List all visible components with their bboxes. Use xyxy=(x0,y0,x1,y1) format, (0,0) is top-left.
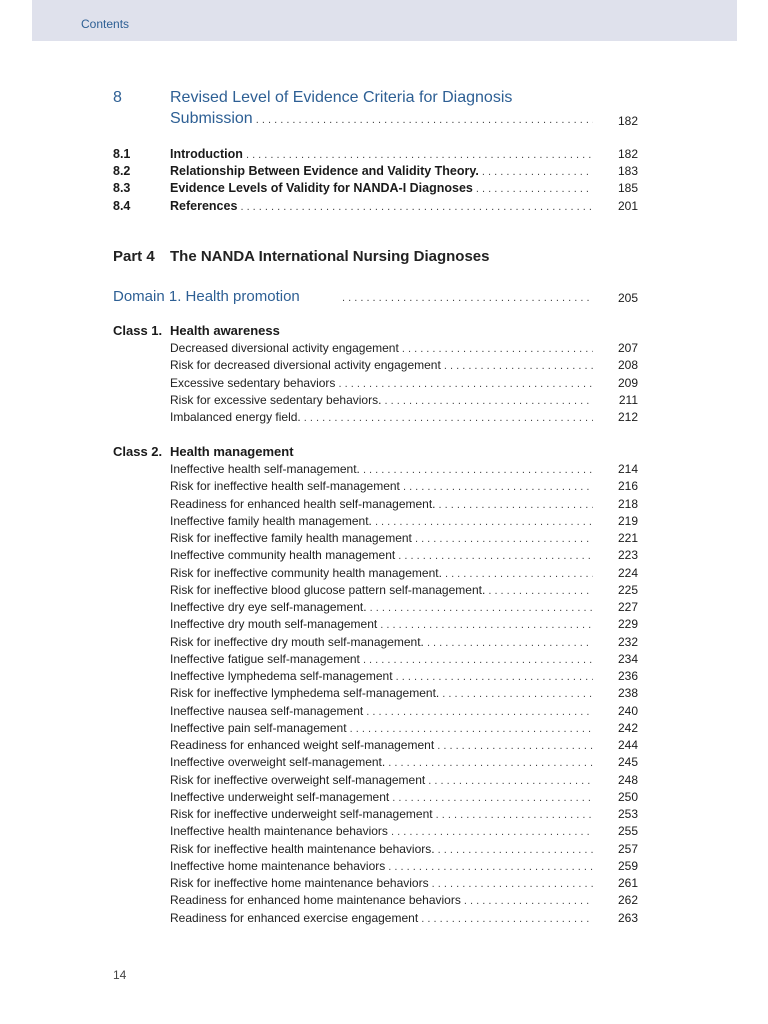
toc-entry[interactable] xyxy=(0,393,768,411)
toc-entry[interactable] xyxy=(0,790,768,808)
entry-page: 216 xyxy=(617,479,638,494)
toc-entry[interactable] xyxy=(0,341,768,359)
entry-page: 224 xyxy=(617,565,638,580)
section-page: 182 xyxy=(617,147,638,161)
section-entry[interactable] xyxy=(0,181,768,199)
entry-title: Risk for ineffective lymphedema self-management. . . . xyxy=(170,686,593,700)
toc-entry[interactable] xyxy=(0,773,768,791)
section-number: 8.1 xyxy=(113,147,131,161)
entry-title: Ineffective overweight self-management. . . . xyxy=(170,755,593,769)
entry-title: Risk for ineffective health maintenance behaviors. . . . xyxy=(170,842,593,856)
entry-title: Ineffective fatigue self-management . . . xyxy=(170,652,593,666)
entry-title: Risk for ineffective overweight self-management . . . xyxy=(170,773,593,787)
part-label: Part 4 xyxy=(113,248,155,265)
entry-page: 255 xyxy=(617,824,638,839)
class-heading xyxy=(0,323,768,341)
toc-entry[interactable] xyxy=(0,755,768,773)
entry-page: 234 xyxy=(617,651,638,666)
entry-page: 208 xyxy=(617,358,638,373)
toc-entry[interactable] xyxy=(0,531,768,549)
toc-entry[interactable] xyxy=(0,566,768,584)
entry-page: 223 xyxy=(617,548,638,563)
class-heading xyxy=(0,444,768,462)
toc-entry[interactable] xyxy=(0,721,768,739)
section-title: Relationship Between Evidence and Validity Theory. . . . xyxy=(170,164,593,178)
entry-title: Risk for ineffective community health management. . . . xyxy=(170,566,593,580)
toc-entry[interactable] xyxy=(0,686,768,704)
toc-entry[interactable] xyxy=(0,548,768,566)
entry-title: Decreased diversional activity engagement . . . xyxy=(170,341,593,355)
entry-page: 262 xyxy=(617,893,638,908)
entry-page: 240 xyxy=(617,703,638,718)
page-number: 14 xyxy=(113,968,127,982)
entry-title: Risk for excessive sedentary behaviors. . . . xyxy=(170,393,593,407)
entry-title: Ineffective home maintenance behaviors . . . xyxy=(170,859,593,873)
toc-entry[interactable] xyxy=(0,807,768,825)
toc-entry[interactable] xyxy=(0,376,768,394)
entry-page: 238 xyxy=(617,686,638,701)
entry-title: Imbalanced energy field. . . . xyxy=(170,410,593,424)
toc-entry[interactable] xyxy=(0,583,768,601)
entry-title: Ineffective health maintenance behaviors . . . xyxy=(170,824,593,838)
toc-entry[interactable] xyxy=(0,652,768,670)
section-page: 185 xyxy=(617,181,638,195)
toc-entry[interactable] xyxy=(0,824,768,842)
entry-page: 248 xyxy=(617,772,638,787)
entry-page: 253 xyxy=(617,807,638,821)
entry-page: 245 xyxy=(617,755,638,770)
class-title: Health awareness xyxy=(170,323,280,338)
entry-page: 212 xyxy=(617,410,638,425)
toc-entry[interactable] xyxy=(0,497,768,515)
entry-title: Ineffective family health management. . . . xyxy=(170,514,593,528)
class-title: Health management xyxy=(170,444,294,459)
domain-title: Domain 1. Health promotion xyxy=(113,288,300,305)
entry-page: 219 xyxy=(617,513,638,528)
entry-page: 221 xyxy=(617,531,638,545)
domain-entry[interactable] xyxy=(0,288,768,306)
entry-title: Risk for decreased diversional activity engagement . . . xyxy=(170,358,593,372)
entry-title: Readiness for enhanced home maintenance behaviors . . . xyxy=(170,893,593,907)
entry-title: Excessive sedentary behaviors . . . xyxy=(170,376,593,390)
toc-entry[interactable] xyxy=(0,911,768,929)
toc-entry[interactable] xyxy=(0,462,768,480)
toc-entry[interactable] xyxy=(0,617,768,635)
toc-entry[interactable] xyxy=(0,358,768,376)
toc-entry[interactable] xyxy=(0,669,768,687)
entry-page: 236 xyxy=(617,669,638,683)
toc-entry[interactable] xyxy=(0,600,768,618)
part-title: The NANDA International Nursing Diagnoses xyxy=(170,248,490,265)
class-label: Class 1. xyxy=(113,323,163,338)
part-heading xyxy=(0,248,768,266)
section-title: References . . . xyxy=(170,199,593,213)
entry-page: 209 xyxy=(617,375,638,390)
chapter-entry-continued[interactable] xyxy=(0,110,768,128)
entry-page: 232 xyxy=(617,634,638,649)
section-entry[interactable] xyxy=(0,199,768,217)
entry-title: Ineffective nausea self-management . . . xyxy=(170,704,593,718)
entry-title: Ineffective dry eye self-management. . . . xyxy=(170,600,593,614)
domain-leader xyxy=(342,288,593,305)
toc-entry[interactable] xyxy=(0,876,768,894)
entry-page: 259 xyxy=(617,858,638,873)
entry-title: Risk for ineffective underweight self-management . . . xyxy=(170,807,593,821)
entry-title: Ineffective community health management . . . xyxy=(170,548,593,562)
entry-page: 242 xyxy=(617,720,638,735)
entry-page: 244 xyxy=(617,738,638,752)
entry-page: 229 xyxy=(617,617,638,632)
domain-page: 205 xyxy=(617,291,638,305)
toc-entry[interactable] xyxy=(0,842,768,860)
toc-entry[interactable] xyxy=(0,635,768,653)
section-title: Introduction . . . xyxy=(170,147,593,161)
entry-title: Risk for ineffective home maintenance behaviors . . . xyxy=(170,876,593,890)
entry-title: Readiness for enhanced weight self-management . . . xyxy=(170,738,593,752)
entry-title: Risk for ineffective family health management . . . xyxy=(170,531,593,545)
section-page: 183 xyxy=(617,164,638,178)
section-entry[interactable] xyxy=(0,147,768,165)
entry-page: 261 xyxy=(617,876,638,890)
entry-page: 263 xyxy=(617,910,638,925)
toc-entry[interactable] xyxy=(0,704,768,722)
entry-title: Readiness for enhanced health self-management. . . . xyxy=(170,497,593,511)
entry-title: Ineffective underweight self-management . . . xyxy=(170,790,593,804)
toc-entry[interactable] xyxy=(0,893,768,911)
chapter-title-line2: Submission . . . xyxy=(170,110,593,128)
section-title: Evidence Levels of Validity for NANDA-I Diagnoses . . . xyxy=(170,181,593,195)
section-number: 8.4 xyxy=(113,199,131,213)
entry-title: Ineffective dry mouth self-management . . . xyxy=(170,617,593,631)
entry-title: Ineffective lymphedema self-management . . . xyxy=(170,669,593,683)
toc-entry[interactable] xyxy=(0,859,768,877)
entry-page: 250 xyxy=(617,789,638,804)
entry-title: Ineffective pain self-management . . . xyxy=(170,721,593,735)
toc-entry[interactable] xyxy=(0,514,768,532)
entry-page: 218 xyxy=(617,496,638,511)
running-header-label: Contents xyxy=(81,17,130,31)
entry-page: 225 xyxy=(617,582,638,597)
entry-page: 257 xyxy=(617,841,638,856)
entry-page: 207 xyxy=(617,341,638,355)
section-number: 8.2 xyxy=(113,164,131,178)
entry-title: Ineffective health self-management. . . . xyxy=(170,462,593,476)
chapter-page: 182 xyxy=(617,114,638,128)
entry-title: Risk for ineffective dry mouth self-management. . . . xyxy=(170,635,593,649)
entry-page: 227 xyxy=(617,600,638,614)
running-header xyxy=(32,0,737,41)
entry-title: Risk for ineffective blood glucose pattern self-management. . . . xyxy=(170,583,593,597)
entry-page: 211 xyxy=(618,392,638,407)
toc-entry[interactable] xyxy=(0,410,768,428)
toc-entry[interactable] xyxy=(0,738,768,756)
entry-title: Risk for ineffective health self-management . . . xyxy=(170,479,593,493)
entry-page: 214 xyxy=(617,462,638,476)
section-page: 201 xyxy=(617,199,638,213)
chapter-entry[interactable] xyxy=(0,89,768,107)
section-entry[interactable] xyxy=(0,164,768,182)
chapter-title-line1: Revised Level of Evidence Criteria for Diagnosis xyxy=(170,89,513,106)
class-label: Class 2. xyxy=(113,444,163,459)
section-number: 8.3 xyxy=(113,181,131,195)
toc-entry[interactable] xyxy=(0,479,768,497)
chapter-number: 8 xyxy=(113,89,122,106)
entry-title: Readiness for enhanced exercise engagement . . . xyxy=(170,911,593,925)
